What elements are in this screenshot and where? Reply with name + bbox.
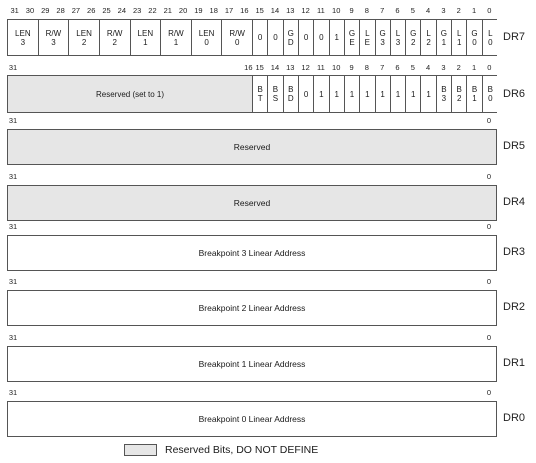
register-label: Breakpoint 1 Linear Address — [198, 359, 306, 369]
bit-number: 7 — [380, 6, 385, 15]
register-field: 1 — [391, 76, 406, 112]
register-field: R/W 2 — [100, 20, 131, 55]
register-field: 1 — [330, 20, 345, 55]
dr0-name: DR0 — [503, 412, 526, 424]
register-field: L 0 — [483, 20, 498, 55]
bit-number: 5 — [410, 63, 415, 72]
register-field: G 3 — [376, 20, 391, 55]
bit-number-high: 31 — [8, 388, 18, 397]
register-field: G 0 — [467, 20, 482, 55]
bit-number: 15 — [255, 63, 264, 72]
dr6-bit-numbers — [0, 63, 500, 74]
dr4-register — [7, 185, 497, 221]
register-field: R/W 0 — [222, 20, 253, 55]
bit-number: 8 — [364, 63, 369, 72]
bit-number: 24 — [117, 6, 127, 15]
bit-number: 16 — [240, 6, 249, 15]
register-field: G E — [345, 20, 360, 55]
register-field: L 2 — [421, 20, 436, 55]
register-field: L 3 — [391, 20, 406, 55]
bit-number-high: 31 — [8, 333, 18, 342]
bit-number-high: 31 — [8, 222, 18, 231]
legend-swatch — [124, 444, 157, 456]
register-label: Breakpoint 3 Linear Address — [198, 248, 306, 258]
register-field: LEN 3 — [8, 20, 39, 55]
register-field: 1 — [360, 76, 375, 112]
register-label: Breakpoint 2 Linear Address — [198, 303, 306, 313]
bit-number: 15 — [255, 6, 264, 15]
bit-number: 31 — [10, 6, 19, 15]
bit-number: 18 — [209, 6, 218, 15]
bit-number: 2 — [456, 63, 461, 72]
bit-number: 19 — [194, 6, 203, 15]
dr2-register — [7, 290, 497, 326]
register-field: B 1 — [467, 76, 482, 112]
register-field: 0 — [268, 20, 283, 55]
dr1-register — [7, 346, 497, 382]
bit-number-low: 0 — [486, 277, 492, 286]
dr3-name: DR3 — [503, 246, 526, 258]
bit-number: 27 — [71, 6, 81, 15]
bit-number: 1 — [471, 6, 477, 15]
bit-number: 17 — [224, 6, 234, 15]
bit-number: 10 — [332, 6, 341, 15]
bit-number: 12 — [301, 63, 310, 72]
bit-number-low: 0 — [486, 172, 492, 181]
register-field: R/W 3 — [39, 20, 70, 55]
register-field: B 0 — [483, 76, 498, 112]
bit-number-high: 31 — [8, 116, 18, 125]
dr1-name: DR1 — [503, 357, 526, 369]
bit-number: 9 — [349, 6, 354, 15]
bit-number: 21 — [163, 6, 172, 15]
dr6-name: DR6 — [503, 88, 526, 100]
register-field: 1 — [376, 76, 391, 112]
register-field: 0 — [253, 20, 268, 55]
register-label: Reserved — [233, 198, 271, 208]
bit-number-high: 31 — [8, 172, 18, 181]
register-field: LEN 0 — [192, 20, 223, 55]
bit-number-low: 0 — [486, 116, 492, 125]
bit-number: 9 — [349, 63, 354, 72]
bit-number: 31 — [8, 63, 18, 72]
register-field: 1 — [314, 76, 329, 112]
register-field: LEN 2 — [69, 20, 100, 55]
bit-number: 0 — [487, 63, 492, 72]
bit-number: 3 — [441, 63, 446, 72]
register-field: 0 — [299, 76, 314, 112]
bit-number: 30 — [25, 6, 35, 15]
bit-number: 6 — [395, 63, 400, 72]
bit-number: 26 — [87, 6, 96, 15]
bit-number: 13 — [286, 63, 295, 72]
bit-number: 28 — [56, 6, 65, 15]
register-field: R/W 1 — [161, 20, 192, 55]
register-field: B D — [284, 76, 299, 112]
register-field: 0 — [299, 20, 314, 55]
bit-number-low: 0 — [486, 388, 492, 397]
dr7-name: DR7 — [503, 31, 526, 43]
register-field: B 2 — [452, 76, 467, 112]
register-field: G D — [284, 20, 299, 55]
bit-number: 5 — [410, 6, 415, 15]
bit-number: 1 — [471, 63, 477, 72]
register-field: B 3 — [437, 76, 452, 112]
bit-number: 23 — [132, 6, 142, 15]
register-field: G 1 — [437, 20, 452, 55]
register-field: B S — [268, 76, 283, 112]
register-field: 1 — [345, 76, 360, 112]
dr7-bit-numbers — [0, 6, 500, 17]
register-field: LEN 1 — [131, 20, 162, 55]
register-label: Reserved — [233, 142, 271, 152]
bit-number: 0 — [487, 6, 492, 15]
register-field: 1 — [421, 76, 436, 112]
register-field: 0 — [314, 20, 329, 55]
dr4-name: DR4 — [503, 196, 526, 208]
register-field: L E — [360, 20, 375, 55]
bit-number: 10 — [332, 63, 341, 72]
bit-number: 11 — [317, 6, 325, 15]
register-label: Breakpoint 0 Linear Address — [198, 414, 306, 424]
register-field: B T — [253, 76, 268, 112]
register-field: 1 — [406, 76, 421, 112]
dr7-register — [7, 19, 497, 56]
dr3-register — [7, 235, 497, 271]
bit-number: 20 — [178, 6, 188, 15]
bit-number: 4 — [426, 6, 431, 15]
bit-number: 12 — [301, 6, 310, 15]
bit-number: 3 — [441, 6, 446, 15]
bit-number: 8 — [364, 6, 369, 15]
bit-number-low: 0 — [486, 222, 492, 231]
bit-number: 22 — [148, 6, 157, 15]
register-field: G 2 — [406, 20, 421, 55]
bit-number: 14 — [270, 63, 280, 72]
legend-text: Reserved Bits, DO NOT DEFINE — [165, 444, 319, 456]
bit-number: 14 — [270, 6, 280, 15]
bit-number: 4 — [426, 63, 431, 72]
dr0-register — [7, 401, 497, 437]
dr5-name: DR5 — [503, 140, 526, 152]
bit-number-high: 31 — [8, 277, 18, 286]
bit-number: 16 — [244, 63, 253, 72]
register-field: 1 — [330, 76, 345, 112]
bit-number: 25 — [102, 6, 111, 15]
bit-number: 6 — [395, 6, 400, 15]
dr2-name: DR2 — [503, 301, 526, 313]
dr6-register — [7, 75, 497, 113]
bit-number-low: 0 — [486, 333, 492, 342]
bit-number: 11 — [317, 63, 325, 72]
bit-number: 29 — [41, 6, 50, 15]
register-field: L 1 — [452, 20, 467, 55]
register-field: Reserved (set to 1) — [8, 76, 253, 112]
bit-number: 7 — [380, 63, 385, 72]
bit-number: 13 — [286, 6, 295, 15]
dr5-register — [7, 129, 497, 165]
bit-number: 2 — [456, 6, 461, 15]
